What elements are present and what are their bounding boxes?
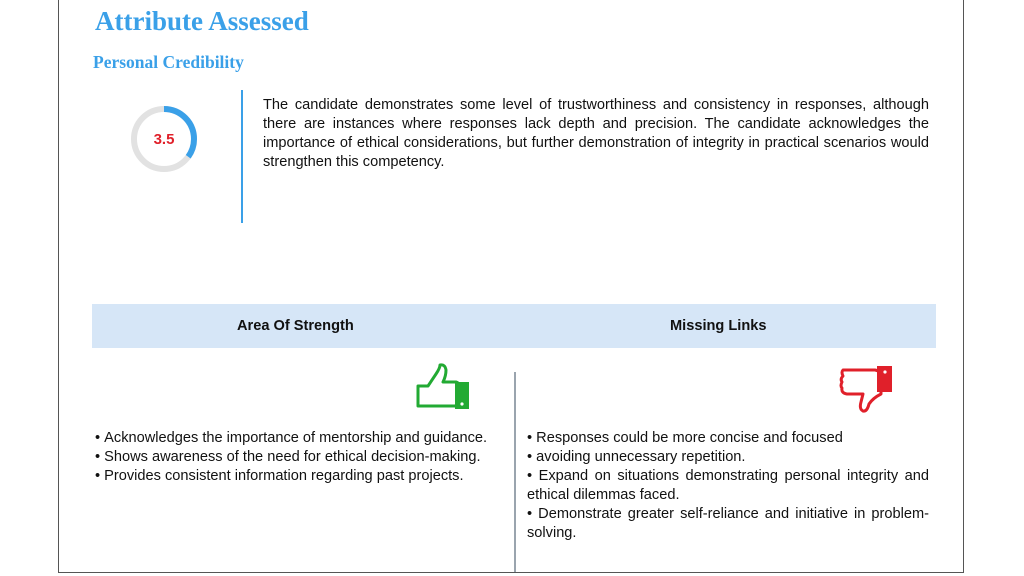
list-item: • avoiding unnecessary repetition.	[527, 448, 929, 467]
score-value: 3.5	[153, 131, 175, 148]
thumbs-down-icon	[837, 362, 895, 414]
missing-links-list	[527, 429, 929, 543]
list-item: • Provides consistent information regarding past projects.	[95, 467, 497, 486]
report-page	[58, 0, 964, 573]
list-item: • Responses could be more concise and focused	[527, 429, 929, 448]
page-title: Attribute Assessed	[95, 6, 309, 36]
missing-links-heading: Missing Links	[670, 318, 767, 334]
attribute-name: Personal Credibility	[93, 52, 244, 72]
list-item: • Acknowledges the importance of mentorship and guidance.	[95, 429, 497, 448]
column-divider	[514, 372, 516, 572]
list-item: • Expand on situations demonstrating personal integrity and ethical dilemmas faced.	[527, 467, 929, 505]
strength-list	[95, 429, 497, 486]
thumbs-up-icon	[412, 362, 470, 414]
list-item: • Shows awareness of the need for ethical decision-making.	[95, 448, 497, 467]
score-ring	[129, 104, 199, 174]
vertical-divider	[241, 90, 243, 223]
strength-heading: Area Of Strength	[237, 318, 354, 334]
list-item: • Demonstrate greater self-reliance and initiative in problem-solving.	[527, 505, 929, 543]
assessment-description: The candidate demonstrates some level of trustworthiness and consistency in responses, although there are instances where responses lack depth and precision. The candidate acknowledges the importance of ethical considerations, but further demonstration of integrity in practical scenarios would strengthen this competency.	[263, 97, 929, 170]
section-header-band	[92, 304, 936, 348]
